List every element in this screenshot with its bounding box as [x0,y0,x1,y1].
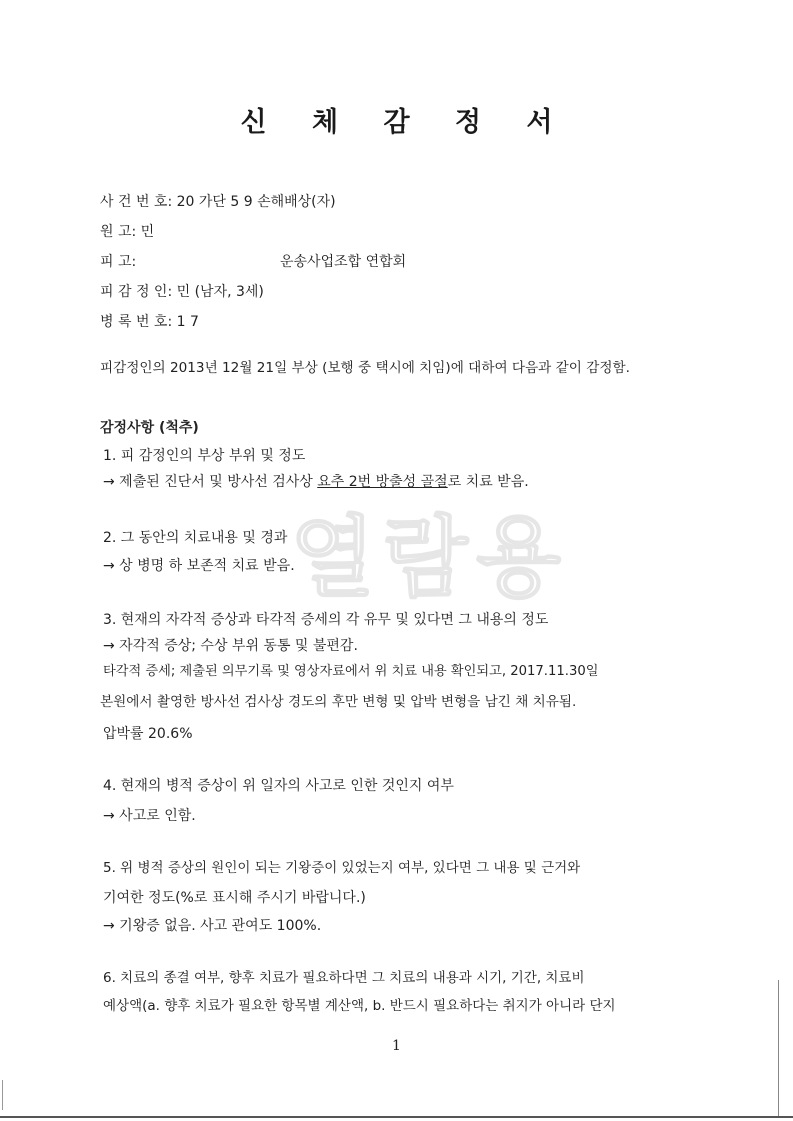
item-3-answer-3: 본원에서 촬영한 방사선 검사상 경도의 후만 변형 및 압박 변형을 남긴 채 치유됨. [100,694,577,710]
defendant-name: 운송사업조합 연합회 [280,254,407,270]
item-3-answer-1: → 자각적 증상; 수상 부위 동통 및 불편감. [103,638,358,654]
case-number: 사 건 번 호: 20 가단 5 9 손해배상(자) [100,194,336,210]
item-2-answer: → 상 병명 하 보존적 치료 받음. [103,558,295,574]
item-5-question-1: 5. 위 병적 증상의 원인이 되는 기왕증이 있었는지 여부, 있다면 그 내용 및 근거와 [103,860,581,876]
item-6-question-2: 예상액(a. 향후 치료가 필요한 항목별 계산액, b. 반드시 필요하다는 취지가 아니라 단지 [103,998,616,1014]
watermark: 열람용 [290,506,570,609]
item-1-question: 1. 피 감정인의 부상 부위 및 정도 [103,448,306,464]
record-number: 병 록 번 호: 1 7 [100,314,199,330]
item-3-answer-4: 압박률 20.6% [103,726,193,742]
plaintiff: 원 고: 민 [100,224,155,240]
item-1-answer-underlined: 요추 2번 방출성 골절 [317,474,448,490]
intro-text: 피감정인의 2013년 12월 21일 부상 (보행 중 택시에 치임)에 대하여 다음과 같이 감정함. [100,360,630,376]
defendant-label: 피 고: [100,254,137,270]
item-4-question: 4. 현재의 병적 증상이 위 일자의 사고로 인한 것인지 여부 [103,778,454,794]
item-5-question-2: 기여한 정도(%로 표시해 주시기 바랍니다.) [103,890,366,906]
item-1-answer-pre: → 제출된 진단서 및 방사선 검사상 [103,474,318,490]
item-3-answer-2: 타각적 증세; 제출된 의무기록 및 영상자료에서 위 치료 내용 확인되고, 2017.11.30일 [103,664,599,679]
scan-edge-left [2,1080,3,1110]
item-3-question: 3. 현재의 자각적 증상과 타각적 증세의 각 유무 및 있다면 그 내용의 정도 [103,612,549,628]
document-title: 신 체 감 정 서 [240,107,571,138]
item-6-question-1: 6. 치료의 종결 여부, 향후 치료가 필요하다면 그 치료의 내용과 시기, 기간, 치료비 [103,970,585,986]
item-4-answer: → 사고로 인함. [103,808,196,824]
scan-edge-bottom [0,1116,793,1118]
item-5-answer: → 기왕증 없음. 사고 관여도 100%. [103,918,322,934]
item-1-answer-post: 로 치료 받음. [447,474,529,490]
item-2-question: 2. 그 동안의 치료내용 및 경과 [103,530,288,546]
scan-edge-right [778,980,779,1116]
examinee: 피 감 정 인: 민 (남자, 3세) [100,284,264,300]
page-number: 1 [392,1038,401,1054]
section-title: 감정사항 (척추) [100,420,199,436]
